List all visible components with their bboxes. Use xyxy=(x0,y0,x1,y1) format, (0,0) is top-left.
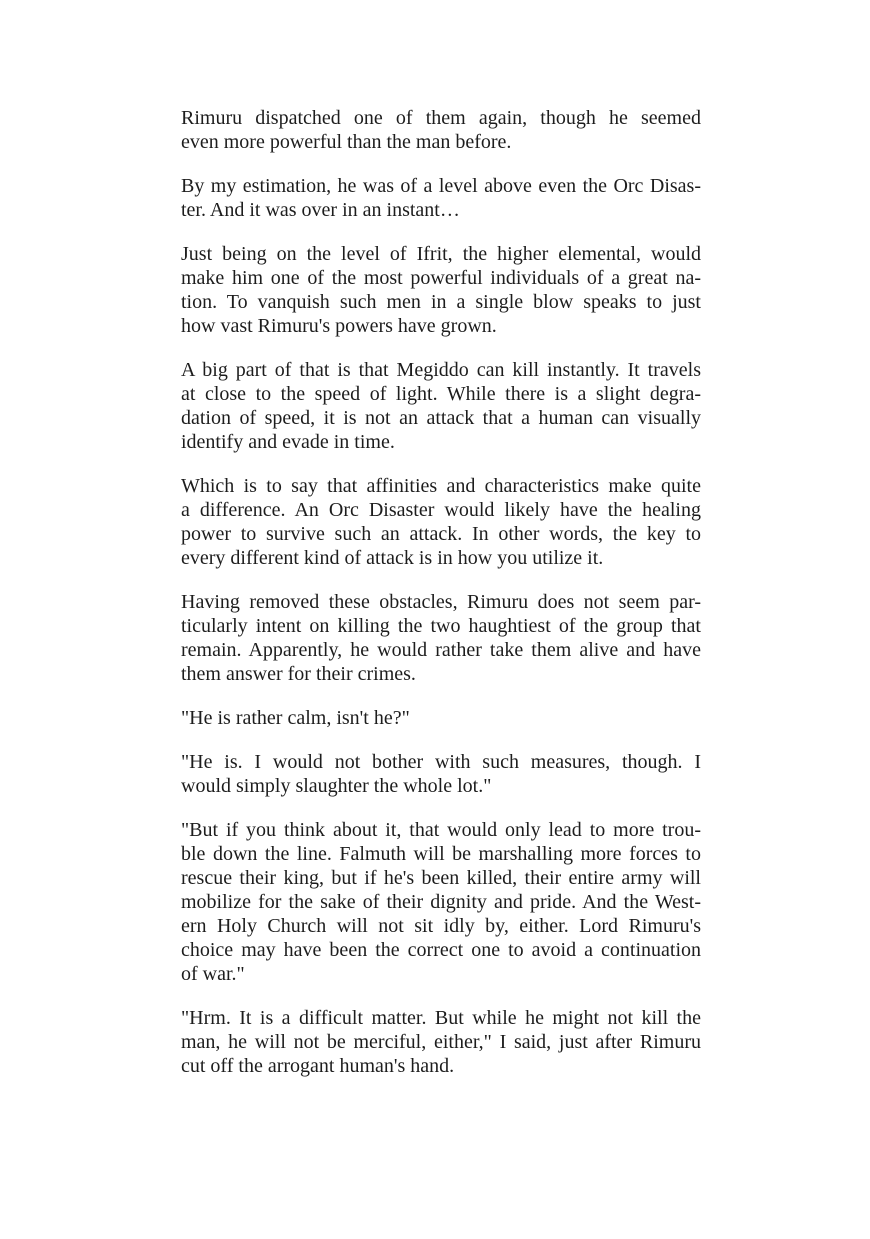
paragraph-8 xyxy=(181,750,701,798)
text-line: "He is. I would not bother with such measures, though. I xyxy=(181,751,701,773)
text-line: ter. And it was over in an instant… xyxy=(181,199,460,221)
text-line: a difference. An Orc Disaster would likely have the healing xyxy=(181,499,701,521)
text-line: Rimuru dispatched one of them again, though he seemed xyxy=(181,107,701,129)
paragraph-10 xyxy=(181,1006,701,1078)
text-line: remain. Apparently, he would rather take them alive and have xyxy=(181,639,701,661)
text-line: "Hrm. It is a difficult matter. But while he might not kill the xyxy=(181,1007,701,1029)
paragraph-4 xyxy=(181,358,701,454)
text-line: "But if you think about it, that would only lead to more trou- xyxy=(181,819,701,841)
text-line: them answer for their crimes. xyxy=(181,663,416,685)
text-line: A big part of that is that Megiddo can kill instantly. It travels xyxy=(181,359,701,381)
text-line: even more powerful than the man before. xyxy=(181,131,512,153)
text-line: of war." xyxy=(181,963,245,985)
text-line: make him one of the most powerful individuals of a great na- xyxy=(181,267,701,289)
text-line: mobilize for the sake of their dignity and pride. And the West- xyxy=(181,891,701,913)
text-line: every different kind of attack is in how you utilize it. xyxy=(181,547,604,569)
text-line: identify and evade in time. xyxy=(181,431,395,453)
text-line: ble down the line. Falmuth will be marshalling more forces to xyxy=(181,843,701,865)
paragraph-9 xyxy=(181,818,701,986)
text-line: choice may have been the correct one to avoid a continuation xyxy=(181,939,701,961)
text-line: Which is to say that affinities and characteristics make quite xyxy=(181,475,701,497)
paragraph-7 xyxy=(181,706,701,730)
text-line: tion. To vanquish such men in a single blow speaks to just xyxy=(181,291,701,313)
text-line: power to survive such an attack. In other words, the key to xyxy=(181,523,701,545)
text-line: "He is rather calm, isn't he?" xyxy=(181,707,410,729)
text-line: Having removed these obstacles, Rimuru does not seem par- xyxy=(181,591,701,613)
text-line: man, he will not be merciful, either," I said, just after Rimuru xyxy=(181,1031,701,1053)
paragraph-6 xyxy=(181,590,701,686)
text-line: By my estimation, he was of a level above even the Orc Disas- xyxy=(181,175,701,197)
text-line: ern Holy Church will not sit idly by, either. Lord Rimuru's xyxy=(181,915,701,937)
text-line: rescue their king, but if he's been killed, their entire army will xyxy=(181,867,701,889)
text-line: at close to the speed of light. While there is a slight degra- xyxy=(181,383,701,405)
text-line: dation of speed, it is not an attack that a human can visually xyxy=(181,407,701,429)
paragraph-2 xyxy=(181,174,701,222)
paragraph-5 xyxy=(181,474,701,570)
text-line: how vast Rimuru's powers have grown. xyxy=(181,315,497,337)
paragraph-1 xyxy=(181,106,701,154)
text-line: Just being on the level of Ifrit, the higher elemental, would xyxy=(181,243,701,265)
text-line: would simply slaughter the whole lot." xyxy=(181,775,492,797)
paragraph-3 xyxy=(181,242,701,338)
text-line: cut off the arrogant human's hand. xyxy=(181,1055,455,1077)
text-line: ticularly intent on killing the two haughtiest of the group that xyxy=(181,615,701,637)
page-text-block xyxy=(181,106,701,1078)
